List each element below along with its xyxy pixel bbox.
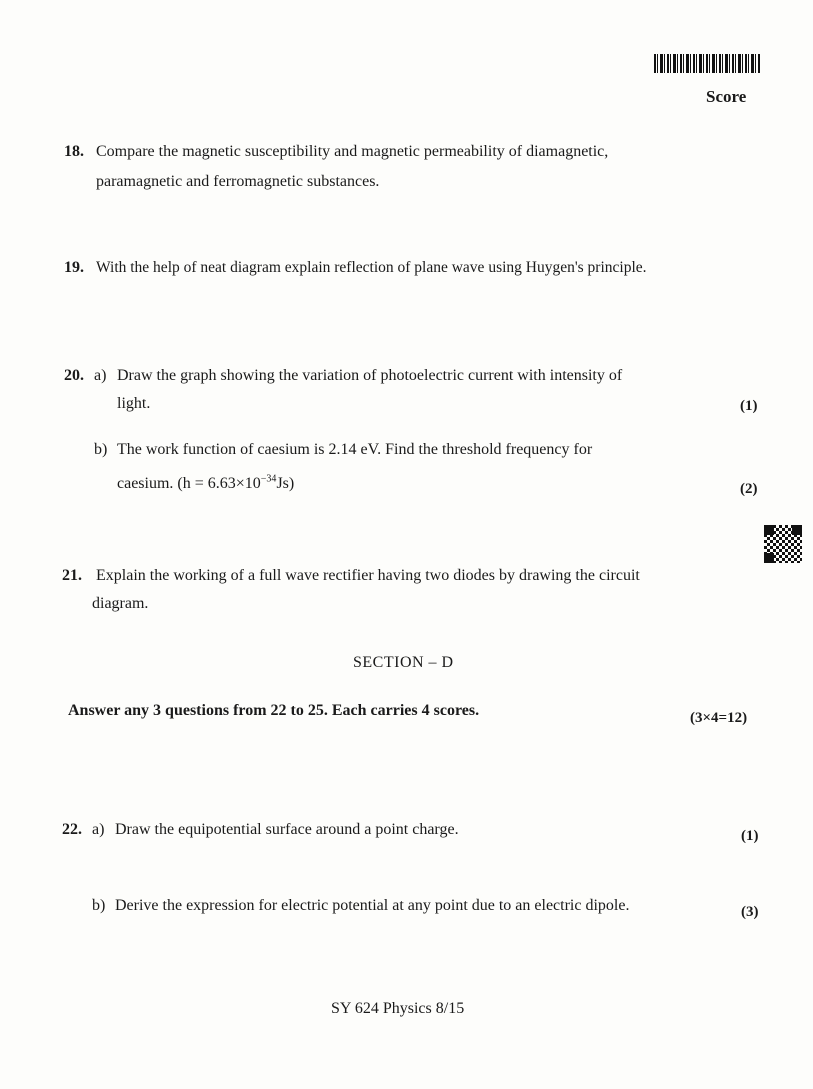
q19-number: 19.: [64, 259, 84, 276]
q22a-text: Draw the equipotential surface around a point charge.: [115, 821, 459, 838]
q19-line1: With the help of neat diagram explain reflection of plane wave using Huygen's principle.: [96, 259, 647, 276]
section-marks: (3×4=12): [690, 710, 748, 726]
q20b-line2-post: Js): [276, 475, 295, 492]
q21-line1: Explain the working of a full wave rectifier having two diodes by drawing the circuit: [96, 567, 640, 584]
q18-number: 18.: [64, 143, 84, 160]
q20a-mark: (1): [740, 398, 758, 414]
section-instruction: Answer any 3 questions from 22 to 25. Each carries 4 scores.: [68, 702, 480, 719]
q21-line2: diagram.: [92, 595, 149, 612]
q20b-label: b): [94, 441, 108, 458]
q20b-line2-pre: caesium. (h = 6.63×10: [117, 475, 261, 492]
q20b-mark: (2): [740, 481, 758, 497]
q20b-exponent: −34: [260, 473, 277, 485]
q22b-text: Derive the expression for electric potential at any point due to an electric dipole.: [115, 897, 630, 914]
q20b-line1: The work function of caesium is 2.14 eV. Find the threshold frequency for: [117, 441, 593, 458]
q18-line1: Compare the magnetic susceptibility and magnetic permeability of diamagnetic,: [96, 143, 609, 160]
section-title: SECTION – D: [353, 654, 454, 671]
score-label: Score: [706, 87, 747, 106]
q18-line2: paramagnetic and ferromagnetic substances.: [96, 173, 380, 190]
q22a-label: a): [92, 821, 105, 838]
q21-number: 21.: [62, 567, 82, 584]
qr-code-icon: [764, 525, 802, 563]
q22b-label: b): [92, 897, 106, 914]
q22-number: 22.: [62, 821, 82, 838]
page-footer: SY 624 Physics 8/15: [331, 1000, 465, 1017]
barcode-icon: [654, 54, 760, 73]
q20b-line2: [117, 474, 294, 494]
q20a-line2: light.: [117, 395, 151, 412]
q20a-line1: Draw the graph showing the variation of photoelectric current with intensity of: [117, 367, 623, 384]
q20-number: 20.: [64, 367, 84, 384]
q22a-mark: (1): [741, 828, 759, 844]
q20a-label: a): [94, 367, 107, 384]
q22b-mark: (3): [741, 904, 759, 920]
